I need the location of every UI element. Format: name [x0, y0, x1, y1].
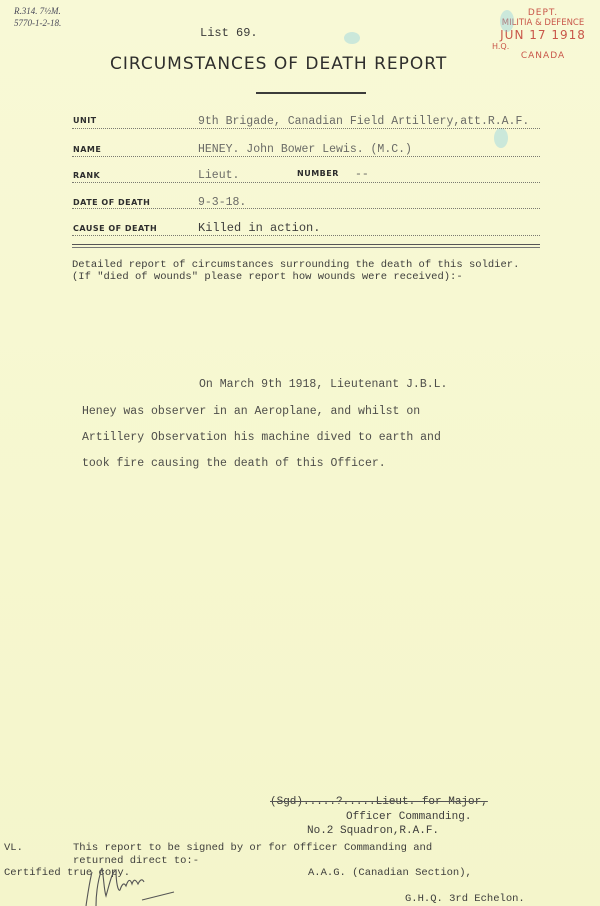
cause-rule: [72, 235, 540, 236]
squadron: No.2 Squadron,R.A.F.: [307, 825, 440, 837]
name-value: HENEY. John Bower Lewis. (M.C.): [198, 143, 412, 156]
unit-rule: [72, 128, 540, 129]
ink-blot: [500, 10, 514, 32]
narrative-line-2: Heney was observer in an Aeroplane, and whilst on: [82, 405, 421, 418]
title-underline: [256, 92, 366, 94]
number-value: --: [355, 168, 369, 181]
cause-of-death-label: CAUSE OF DEATH: [73, 224, 158, 233]
narrative-line-4: took fire causing the death of this Officer.: [82, 457, 386, 470]
instruction-line-2: (If "died of wounds" please report how wounds were received):-: [72, 271, 463, 283]
date-of-death-label: DATE OF DEATH: [73, 198, 151, 207]
unit-value: 9th Brigade, Canadian Field Artillery,att.R.A.F.: [198, 115, 530, 128]
certified-true-copy: Certified true copy.: [4, 867, 131, 879]
stamp-canada: CANADA: [520, 51, 566, 61]
instruction-line-1: Detailed report of circumstances surrounding the death of this soldier.: [72, 259, 520, 271]
ink-blot: [494, 128, 508, 148]
section-divider: [72, 244, 540, 248]
ghq-address: G.H.Q. 3rd Echelon.: [405, 893, 525, 905]
rank-rule: [72, 182, 540, 183]
list-number: List 69.: [200, 26, 258, 40]
stamp-militia: MILITIA & DEFENCE: [501, 18, 585, 28]
form-code-line-1: R.314. 7½M.: [14, 6, 61, 16]
signed-line: (Sgd).....?.....Lieut. for Major,: [270, 796, 488, 808]
form-code-line-2: 5770-1-2-18.: [14, 18, 62, 28]
footer-instruction-1: This report to be signed by or for Officer Commanding and: [73, 842, 433, 854]
cause-of-death-value: Killed in action.: [198, 221, 321, 235]
stamp-date: JUN 17 1918: [500, 28, 586, 42]
narrative-line-3: Artillery Observation his machine dived to earth and: [82, 431, 441, 444]
narrative-line-1: On March 9th 1918, Lieutenant J.B.L.: [199, 378, 448, 391]
name-label: NAME: [73, 145, 102, 154]
rank-label: RANK: [73, 171, 101, 180]
date-of-death-value: 9-3-18.: [198, 196, 247, 209]
name-rule: [72, 156, 540, 157]
aag-address: A.A.G. (Canadian Section),: [308, 867, 472, 879]
initials: VL.: [4, 842, 23, 854]
date-rule: [72, 208, 540, 209]
handwritten-signature: [82, 862, 182, 906]
stamp-hq: H.Q.: [492, 42, 510, 51]
unit-label: UNIT: [73, 116, 97, 125]
footer-instruction-2: returned direct to:-: [73, 855, 200, 867]
document-title: CIRCUMSTANCES OF DEATH REPORT: [110, 54, 448, 74]
officer-commanding: Officer Commanding.: [346, 811, 472, 823]
ink-blot: [344, 32, 360, 44]
stamp-dept: DEPT.: [527, 8, 559, 18]
rank-value: Lieut.: [198, 169, 240, 182]
number-label: NUMBER: [297, 169, 339, 178]
